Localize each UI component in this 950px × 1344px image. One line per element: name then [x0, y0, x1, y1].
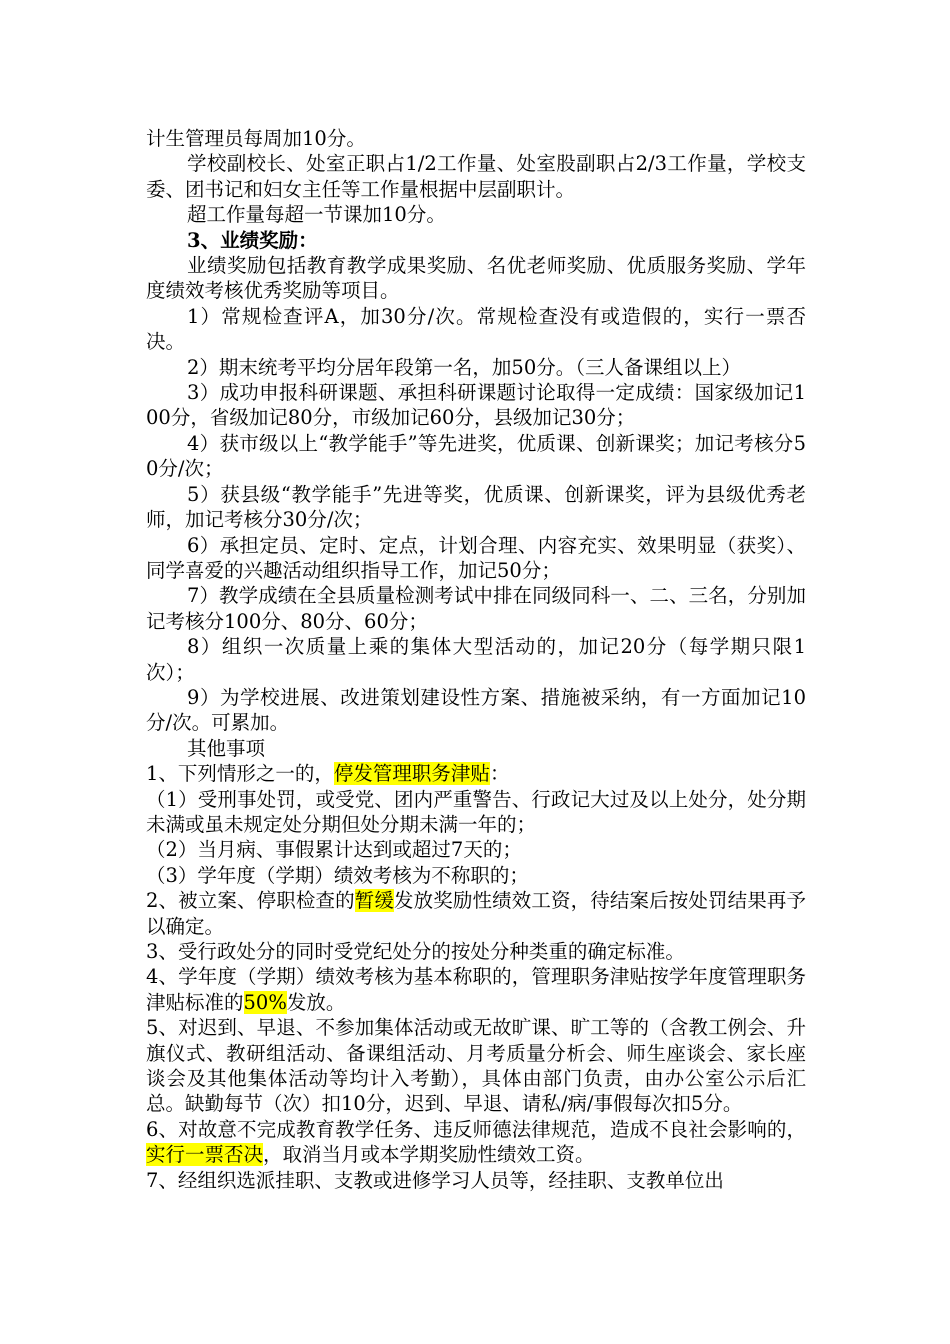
reward-item-2: 2）期末统考平均分居年段第一名，加50分。（三人备课组以上）	[187, 355, 741, 379]
other-item-3: 3、受行政处分的同时受党纪处分的按处分种类重的确定标准。	[146, 940, 685, 963]
highlight-stop-allowance: 停发管理职务津贴	[333, 762, 490, 786]
other-item-2-tail: 发放奖励性绩效工资，待结案后按处罚结果再予以确定。	[146, 889, 806, 938]
other-item-4	[146, 964, 806, 1015]
document-body	[146, 126, 806, 1193]
section-heading-performance-reward: 3、业绩奖励：	[187, 228, 318, 252]
other-item-6-text: 6、对故意不完成教育教学任务、违反师德法律规范，造成不良社会影响的，	[146, 1117, 806, 1141]
highlight-suspend: 暂缓	[354, 889, 395, 913]
other-item-5: 5、对迟到、早退、不参加集体活动或无故旷课、旷工等的（含教工例会、升旗仪式、教研组活动、备课组活动、月考质量分析会、师生座谈会、家长座谈会及其他集体活动等均计入考勤），具体由部门负责，由办公室公示后汇总。缺勤每节（次）扣10分，迟到、早退、请私/病/事假每次扣5分。	[146, 1016, 806, 1116]
reward-item-6: 6）承担定员、定时、定点，计划合理、内容充实、效果明显（获奖）、同学喜爱的兴趣活动组织指导工作，加记50分；	[146, 533, 806, 582]
paragraph-overtime: 超工作量每超一节课加10分。	[187, 203, 446, 227]
reward-item-7: 7）教学成绩在全县质量检测考试中排在同级同科一、二、三名，分别加记考核分100分、80分、60分；	[146, 584, 806, 633]
other-item-1	[146, 761, 806, 786]
reward-item-4: 4）获市级以上“教学能手”等先进奖，优质课、创新课奖；加记考核分50分/次；	[146, 431, 806, 481]
other-item-2-text: 2、被立案、停职检查的	[146, 889, 355, 913]
reward-item-8: 8）组织一次质量上乘的集体大型活动的，加记20分（每学期只限1次）；	[146, 635, 806, 684]
other-item-6	[146, 1117, 806, 1168]
other-item-1-sub-3: （3）学年度（学期）绩效考核为不称职的；	[146, 863, 529, 887]
other-item-1-sub-2: （2）当月病、事假累计达到或超过7天的；	[146, 838, 522, 862]
reward-item-3: 3）成功申报科研课题、承担科研课题讨论取得一定成绩：国家级加记100分，省级加记80分，市级加记60分，县级加记30分；	[146, 381, 806, 430]
other-item-6-tail: ，取消当月或本学期奖励性绩效工资。	[263, 1143, 595, 1167]
reward-item-5: 5）获县级“教学能手”先进等奖，优质课、创新课奖，评为县级优秀老师，加记考核分30分/次；	[146, 482, 806, 532]
other-item-4-text: 4、学年度（学期）绩效考核为基本称职的，管理职务津贴按学年度管理职务津贴标准的	[146, 965, 806, 1014]
section-heading-other-matters: 其他事项	[187, 736, 266, 760]
other-item-1-sub-1: （1）受刑事处罚，或受党、团内严重警告、行政记大过及以上处分，处分期未满或虽未规定处分期但处分期未满一年的；	[146, 787, 806, 836]
highlight-fifty-percent: 50%	[243, 990, 287, 1014]
reward-item-9: 9）为学校进展、改进策划建设性方案、措施被采纳，有一方面加记10分/次。可累加。	[146, 685, 806, 735]
other-item-2	[146, 888, 806, 939]
other-item-1-tail: ：	[489, 762, 510, 786]
reward-item-1: 1）常规检查评A，加30分/次。常规检查没有或造假的，实行一票否决。	[146, 304, 806, 354]
paragraph-workload: 学校副校长、处室正职占1/2工作量、处室股副职占2/3工作量，学校支委、团书记和妇女主任等工作量根据中层副职计。	[146, 152, 806, 201]
other-item-7: 7、经组织选派挂职、支教或进修学习人员等，经挂职、支教单位出	[146, 1168, 724, 1192]
paragraph-reward-intro: 业绩奖励包括教育教学成果奖励、名优老师奖励、优质服务奖励、学年度绩效考核优秀奖励等项目。	[146, 254, 806, 303]
other-item-1-text: 1、下列情形之一的，	[146, 762, 334, 786]
paragraph-family-planning: 计生管理员每周加10分。	[146, 127, 366, 150]
other-item-4-tail: 发放。	[286, 990, 346, 1014]
highlight-one-vote-veto: 实行一票否决	[146, 1143, 264, 1167]
